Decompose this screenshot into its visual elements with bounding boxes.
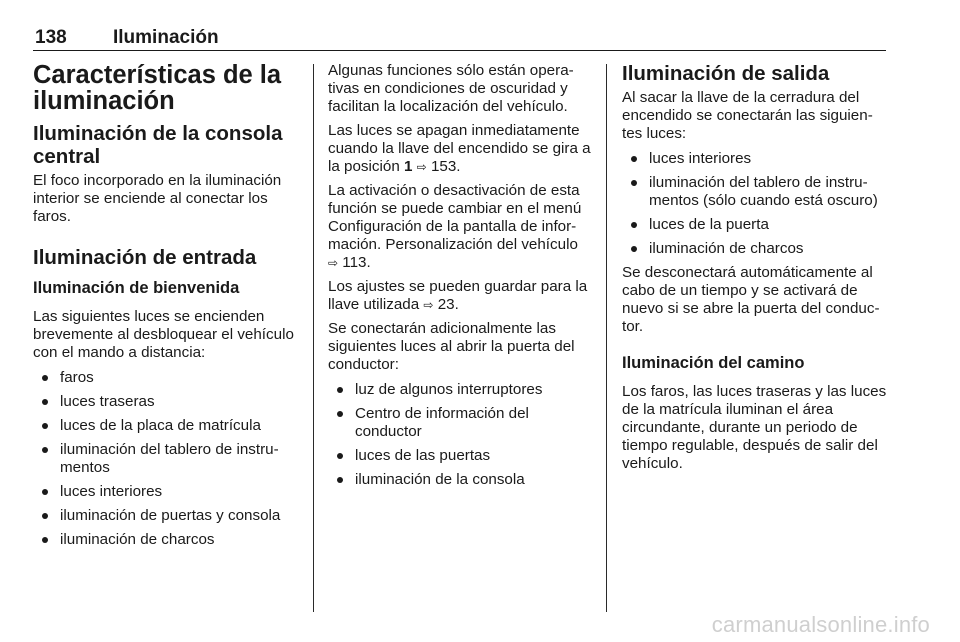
list-item: iluminación del tablero de instru-mentos (sólo cuando está oscuro) [622, 174, 888, 210]
bullet-icon [337, 387, 343, 393]
page-number: 138 [35, 27, 67, 48]
column-3 [622, 62, 888, 479]
bullet-icon [42, 375, 48, 381]
page-header [33, 22, 886, 51]
bullet-icon [42, 423, 48, 429]
list-item: iluminación de charcos [622, 240, 888, 258]
list-item: iluminación de charcos [33, 531, 301, 549]
reference-arrow-icon: ⇨ [328, 256, 339, 270]
list-item: luces de la puerta [622, 216, 888, 234]
bullet-icon [42, 489, 48, 495]
bullet-icon [631, 246, 637, 252]
bienvenida-title: Iluminación de bienvenida [33, 279, 240, 297]
consola-title: Iluminación de la consola central [33, 122, 283, 168]
bullet-icon [42, 399, 48, 405]
entrada-title: Iluminación de entrada [33, 246, 257, 269]
salida-text: Al sacar la llave de la cerradura del encendido se conectarán las siguien-tes luces: [622, 89, 873, 142]
reference-arrow-icon: ⇨ [416, 160, 427, 174]
column-divider-2 [606, 64, 607, 612]
salida-list [622, 150, 888, 258]
paragraph: La activación o desactivación de esta función se puede cambiar en el menú Configuración de la pantalla de infor-mación. Personalización del vehículo ⇨ 113. [328, 182, 582, 271]
bullet-icon [42, 513, 48, 519]
consola-text: El foco incorporado en la iluminación interior se enciende al conectar los faros. [33, 172, 282, 225]
list-item: luces interiores [622, 150, 888, 168]
bullet-icon [631, 156, 637, 162]
salida-title: Iluminación de salida [622, 62, 830, 85]
camino-text: Los faros, las luces traseras y las luces de la matrícula iluminan el área circundante, durante un periodo de tiempo regulable, después de salir del vehículo. [622, 383, 887, 472]
chapter-title: Iluminación [113, 27, 219, 48]
list-item: luz de algunos interruptores [328, 381, 591, 399]
list-item: luces interiores [33, 483, 301, 501]
salida-text-2: Se desconectará automáticamente al cabo de un tiempo y se activará de nuevo si se abre la puerta del conduc-tor. [622, 264, 880, 335]
bullet-icon [337, 477, 343, 483]
column-2 [328, 62, 591, 495]
paragraph: Las luces se apagan inmediatamente cuando la llave del encendido se gira a la posición 1 ⇨ 153. [328, 122, 591, 175]
bienvenida-list [33, 369, 301, 549]
paragraph: Algunas funciones sólo están opera-tivas en condiciones de oscuridad y facilitan la localización del vehículo. [328, 62, 574, 115]
list-item: faros [33, 369, 301, 387]
bullet-icon [631, 180, 637, 186]
paragraph: Se conectarán adicionalmente las siguientes luces al abrir la puerta del conductor: [328, 320, 575, 373]
camino-title: Iluminación del camino [622, 354, 805, 372]
list-item: luces de la placa de matrícula [33, 417, 301, 435]
list-item: iluminación del tablero de instru-mentos [33, 441, 301, 477]
column-1 [33, 62, 301, 555]
watermark: carmanualsonline.info [711, 612, 930, 637]
bullet-icon [42, 537, 48, 543]
list-item: Centro de información del conductor [328, 405, 591, 441]
column-divider-1 [313, 64, 314, 612]
list-item: luces de las puertas [328, 447, 591, 465]
bullet-icon [42, 447, 48, 453]
reference-arrow-icon: ⇨ [423, 298, 434, 312]
bullet-icon [631, 222, 637, 228]
main-title: Características de la iluminación [33, 61, 282, 115]
list-item: luces traseras [33, 393, 301, 411]
bullet-icon [337, 411, 343, 417]
bullet-icon [337, 453, 343, 459]
list-item: iluminación de la consola [328, 471, 591, 489]
list-item: iluminación de puertas y consola [33, 507, 301, 525]
door-lights-list [328, 381, 591, 489]
paragraph: Los ajustes se pueden guardar para la llave utilizada ⇨ 23. [328, 278, 588, 313]
bienvenida-text: Las siguientes luces se encienden brevemente al desbloquear el vehículo con el mando a distancia: [33, 308, 294, 361]
